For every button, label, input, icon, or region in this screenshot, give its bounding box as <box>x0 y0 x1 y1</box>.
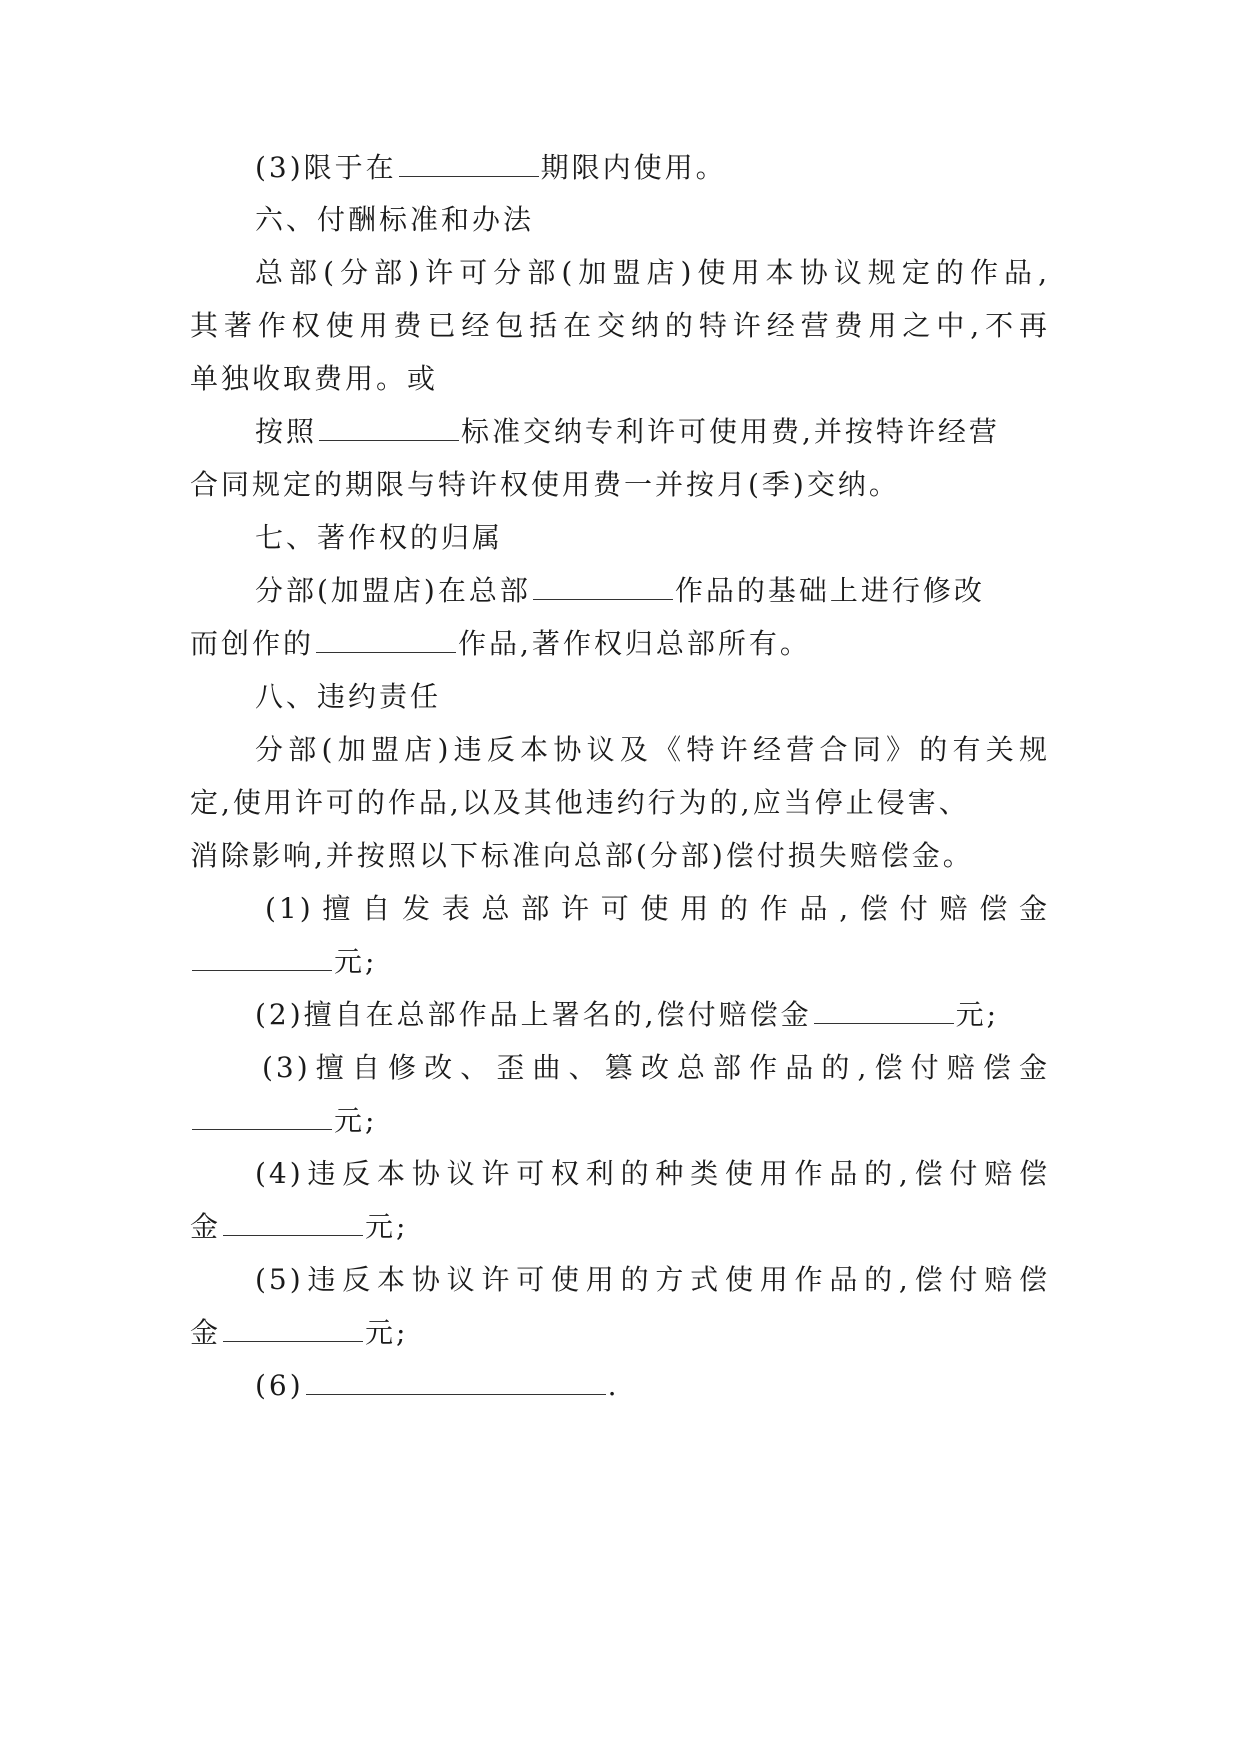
section-8-heading: 八、违约责任 <box>255 680 442 713</box>
paragraph-line: 定,使用许可的作品,以及其他违约行为的,应当停止侵害、 <box>190 786 970 819</box>
clause-3-usage-period: (3)限于在 期限内使用。 <box>255 151 727 184</box>
blank-field <box>399 150 539 177</box>
penalty-item-3: (3)擅自修改、歪曲、篡改总部作品的,偿付赔偿金 <box>262 1051 1050 1084</box>
paragraph-line: 单独收取费用。或 <box>190 362 439 395</box>
paragraph-line: 其著作权使用费已经包括在交纳的特许经营费用之中,不再 <box>190 309 1050 342</box>
penalty-item-1: (1)擅自发表总部许可使用的作品,偿付赔偿金 <box>265 892 1050 925</box>
blank-field <box>192 944 332 971</box>
penalty-item-2: (2)擅自在总部作品上署名的,偿付赔偿金 元; <box>255 998 1000 1031</box>
blank-field <box>316 626 456 653</box>
paragraph-line: 分部(加盟店)违反本协议及《特许经营合同》的有关规 <box>255 733 1050 766</box>
blank-field <box>319 414 459 441</box>
penalty-item-4: (4)违反本协议许可权利的种类使用作品的,偿付赔偿 <box>255 1157 1050 1190</box>
penalty-item-1-amount: 元; <box>190 942 1050 982</box>
paragraph-line: 按照 标准交纳专利许可使用费,并按特许经营 <box>255 415 1000 448</box>
blank-field <box>306 1368 606 1395</box>
blank-field <box>814 997 954 1024</box>
blank-field <box>223 1315 363 1342</box>
blank-field <box>192 1103 332 1130</box>
blank-field <box>223 1209 363 1236</box>
penalty-item-3-amount: 元; <box>190 1101 1050 1141</box>
section-6-heading: 六、付酬标准和办法 <box>255 203 535 236</box>
penalty-item-4-amount: 金 元; <box>190 1210 409 1243</box>
blank-field <box>533 573 673 600</box>
penalty-item-6: (6) . <box>255 1369 620 1402</box>
penalty-item-5: (5)违反本协议许可使用的方式使用作品的,偿付赔偿 <box>255 1263 1050 1296</box>
paragraph-line: 而创作的 作品,著作权归总部所有。 <box>190 627 811 660</box>
penalty-item-5-amount: 金 元; <box>190 1316 409 1349</box>
paragraph-line: 总部(分部)许可分部(加盟店)使用本协议规定的作品, <box>255 256 1050 289</box>
paragraph-line: 消除影响,并按照以下标准向总部(分部)偿付损失赔偿金。 <box>190 839 974 872</box>
paragraph-line: 分部(加盟店)在总部 作品的基础上进行修改 <box>255 574 985 607</box>
paragraph-line: 合同规定的期限与特许权使用费一并按月(季)交纳。 <box>190 468 900 501</box>
section-7-heading: 七、著作权的归属 <box>255 521 504 554</box>
